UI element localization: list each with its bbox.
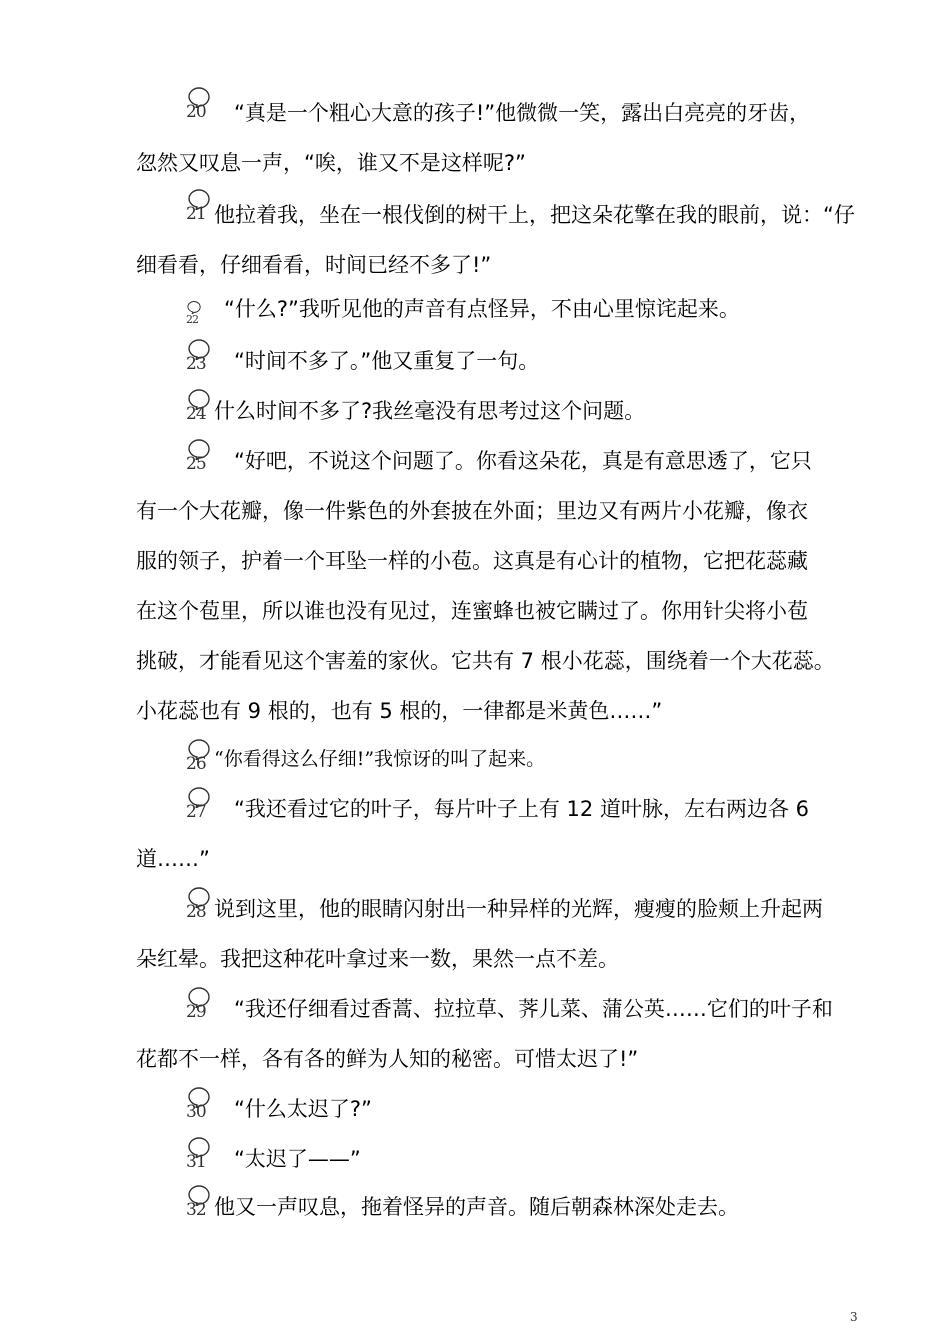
paragraph-line: “什么太迟了?”	[234, 1097, 372, 1121]
marker-number: 21	[186, 204, 206, 224]
paragraph-line: 什么时间不多了?我丝毫没有思考过这个问题。	[214, 399, 646, 423]
paragraph-26	[136, 734, 860, 784]
paragraph-line: “时间不多了。”他又重复了一句。	[234, 349, 540, 373]
marker-number: 28	[186, 902, 206, 922]
paragraph-line: “我还看过它的叶子，每片叶子上有 12 道叶脉，左右两边各 6	[234, 797, 809, 821]
paragraph-line: “太迟了——”	[234, 1147, 361, 1171]
paragraph-line: “我还仔细看过香蒿、拉拉草、荠儿菜、蒲公英……它们的叶子和	[234, 997, 833, 1021]
marker-number: 20	[186, 102, 206, 122]
paragraph-30	[136, 1084, 860, 1134]
paragraph-25	[136, 436, 860, 736]
paragraph-line: 他拉着我，坐在一根伐倒的树干上，把这朵花擎在我的眼前，说：“仔	[214, 203, 855, 227]
paragraph-line: “什么?”我听见他的声音有点怪异，不由心里惊诧起来。	[224, 297, 740, 321]
paragraph-20	[136, 88, 860, 188]
marker-number: 25	[186, 454, 206, 474]
paragraph-line: 忽然又叹息一声，“唉，谁又不是这样呢?”	[136, 151, 526, 175]
paragraph-line: 道……”	[136, 847, 210, 871]
paragraph-27	[136, 784, 860, 884]
paragraph-line: 挑破，才能看见这个害羞的家伙。它共有 7 根小花蕊，围绕着一个大花蕊。	[136, 649, 835, 673]
marker-number: 23	[186, 354, 206, 374]
paragraph-line: 细看看，仔细看看，时间已经不多了!”	[136, 253, 492, 277]
marker-number: 24	[186, 404, 206, 424]
paragraph-24	[136, 386, 860, 436]
marker-number: 27	[186, 802, 206, 822]
marker-number: 26	[186, 754, 206, 774]
paragraph-line: 说到这里，他的眼睛闪射出一种异样的光辉，瘦瘦的脸颊上升起两	[214, 897, 823, 921]
paragraph-line: “真是一个粗心大意的孩子!”他微微一笑，露出白亮亮的牙齿，	[234, 101, 811, 125]
paragraph-line: 有一个大花瓣，像一件紫色的外套披在外面；里边又有两片小花瓣，像衣	[136, 499, 808, 523]
page-number: 3	[850, 1310, 858, 1324]
paragraph-line: 服的领子，护着一个耳坠一样的小苞。这真是有心计的植物，它把花蕊藏	[136, 549, 808, 573]
paragraph-line: “好吧，不说这个问题了。你看这朵花，真是有意思透了，它只	[234, 449, 812, 473]
paragraph-31	[136, 1134, 860, 1184]
paragraph-line: “你看得这么仔细!”我惊讶的叫了起来。	[214, 748, 546, 770]
paragraph-32	[136, 1182, 860, 1232]
paragraph-22	[136, 284, 860, 334]
paragraph-line: 花都不一样，各有各的鲜为人知的秘密。可惜太迟了!”	[136, 1047, 639, 1071]
marker-number: 32	[186, 1200, 206, 1220]
paragraph-line: 他又一声叹息，拖着怪异的声音。随后朝森林深处走去。	[214, 1195, 739, 1219]
marker-number: 22	[186, 313, 198, 326]
paragraph-29	[136, 984, 860, 1084]
paragraph-28	[136, 884, 860, 984]
paragraph-line: 朵红晕。我把这种花叶拿过来一数，果然一点不差。	[136, 947, 619, 971]
paragraph-21	[136, 190, 860, 290]
paragraph-23	[136, 336, 860, 386]
marker-number: 29	[186, 1002, 206, 1022]
marker-number: 30	[186, 1102, 206, 1122]
paragraph-line: 小花蕊也有 9 根的，也有 5 根的，一律都是米黄色……”	[136, 699, 663, 723]
marker-number: 31	[186, 1152, 206, 1172]
paragraph-line: 在这个苞里，所以谁也没有见过，连蜜蜂也被它瞒过了。你用针尖将小苞	[136, 599, 808, 623]
